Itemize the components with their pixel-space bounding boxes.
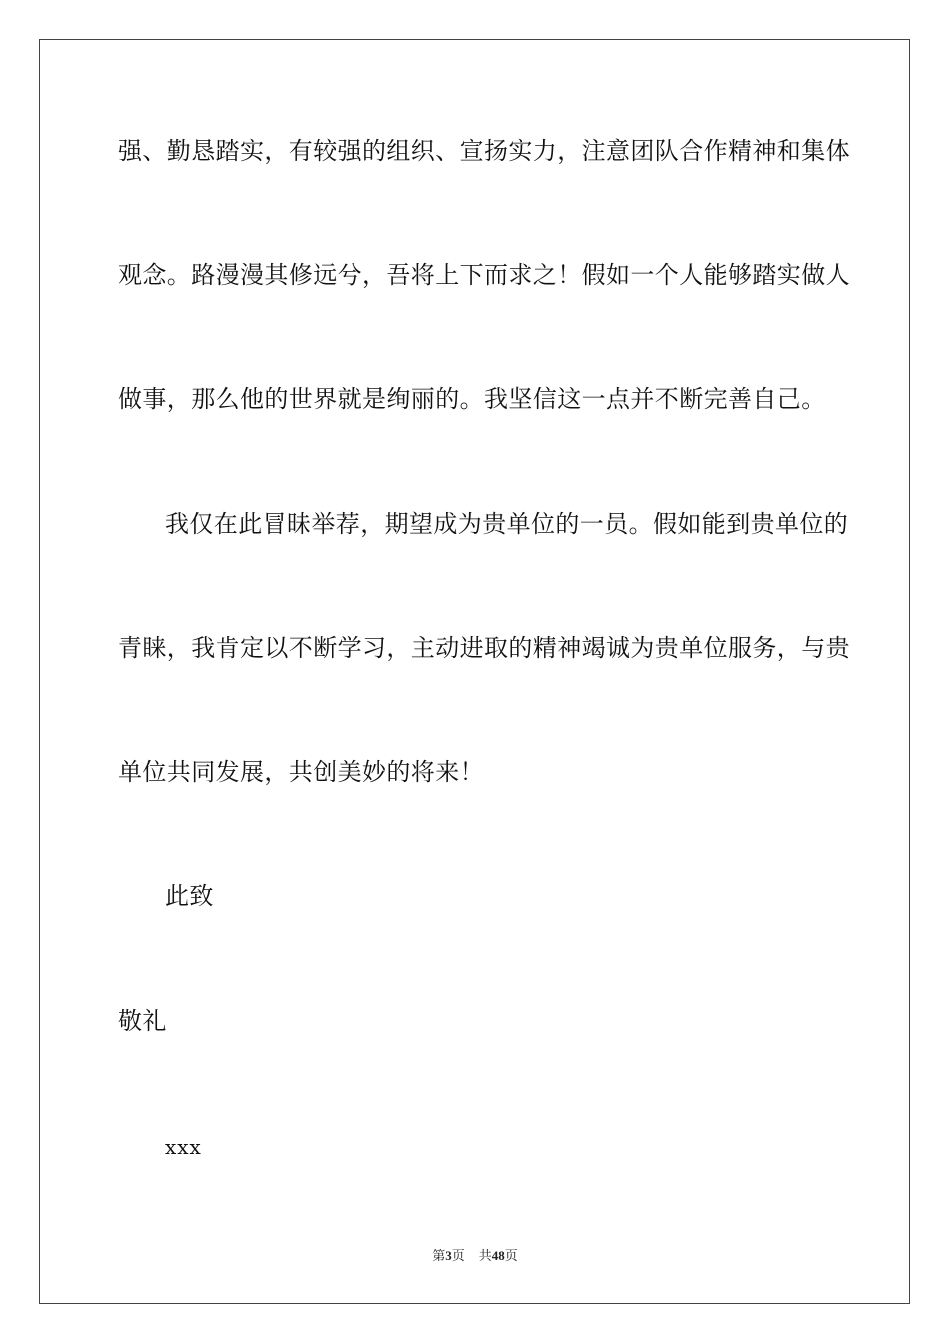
body-line-4: 我仅在此冒昧举荐，期望成为贵单位的一员。假如能到贵单位的 [165, 510, 849, 538]
page-prefix: 第 [432, 1248, 446, 1263]
signature: xxx [165, 1135, 202, 1159]
body-line-3: 做事，那么他的世界就是绚丽的。我坚信这一点并不断完善自己。 [118, 385, 826, 413]
body-line-2: 观念。路漫漫其修远兮，吾将上下而求之！假如一个人能够踏实做人 [118, 261, 850, 289]
closing-regards: 敬礼 [118, 1007, 167, 1035]
page-frame [39, 39, 910, 1304]
total-prefix: 共 [478, 1248, 492, 1263]
page-total: 48 [491, 1248, 505, 1263]
body-line-1: 强、勤恳踏实，有较强的组织、宣扬实力，注意团队合作精神和集体 [118, 137, 850, 165]
page-suffix: 页 [451, 1248, 465, 1263]
page-current: 3 [445, 1248, 452, 1263]
closing-salutation: 此致 [165, 882, 214, 910]
body-line-6: 单位共同发展，共创美妙的将来！ [118, 758, 484, 786]
total-suffix: 页 [504, 1248, 518, 1263]
page-footer [0, 1248, 950, 1264]
body-line-5: 青睐，我肯定以不断学习，主动进取的精神竭诚为贵单位服务，与贵 [118, 634, 850, 662]
